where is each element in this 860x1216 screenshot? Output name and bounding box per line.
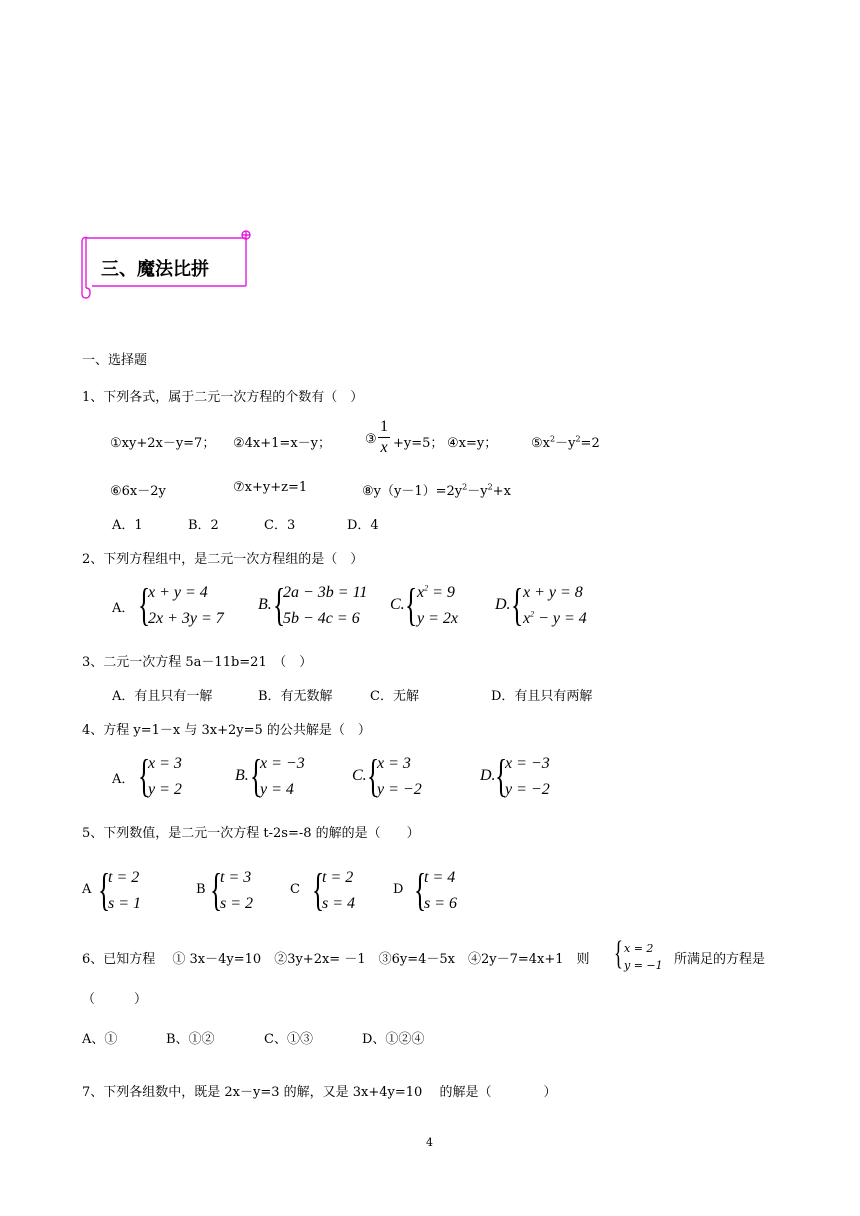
question-2-stem: 2、下列方程组中，是二元一次方程组的是（ ）: [82, 552, 364, 567]
frac-numerator: 1: [380, 418, 388, 435]
q4-label-d: D.: [480, 767, 496, 784]
question-7-stem: 7、下列各组数中，既是 2x－y=3 的解，又是 3x+4y=10 的解是（ ）: [82, 1085, 557, 1100]
q1-item-8: $⑧y(y-1)=2y^2-y^2+x$: [362, 482, 511, 499]
q2-label-b: B.: [258, 596, 272, 613]
q1-option-b: B．2: [188, 518, 219, 533]
q1-item-2: ②4x+1=x－y；: [233, 436, 331, 451]
q6-option-b: B、①②: [166, 1032, 215, 1047]
q5-label-a: A: [82, 882, 92, 897]
q5-label-b: B: [196, 882, 206, 897]
q1-option-a: A．1: [112, 518, 143, 533]
q1-item-4: ④x=y；: [447, 436, 498, 451]
q6-option-c: C、①③: [264, 1032, 313, 1047]
q1-item-7: ⑦x+y+z=1: [233, 480, 308, 495]
q6-option-d: D、①②④: [362, 1032, 425, 1047]
q1-item-6: ⑥6x－2y: [110, 484, 166, 499]
q1-item-5: $⑤x^2-y^2=2$: [531, 434, 600, 451]
page-number: 4: [426, 1136, 433, 1149]
frac-denominator: x: [380, 439, 388, 456]
question-5-stem: 5、下列数值，是二元一次方程 t-2s=-8 的解的是（ ）: [82, 826, 420, 841]
q3-option-b: B．有无数解: [258, 689, 333, 704]
q1-item-3-prefix: ③: [365, 432, 377, 447]
q1-fraction: [378, 418, 390, 457]
question-6-stem: 6、已知方程 ① 3x－4y=10 ②3y+2x= －1 ③6y=4－5x ④2y－7=4x+1 则: [82, 952, 590, 967]
q6-tail: 所满足的方程是: [674, 952, 766, 967]
q4-label-b: B.: [235, 767, 249, 784]
question-1-stem: 1、下列各式，属于二元一次方程的个数有（ ）: [82, 390, 364, 405]
banner-title: 三、魔法比拼: [101, 259, 209, 280]
q2-label-a: A．: [112, 601, 135, 616]
q1-item-3-suffix: +y=5；: [393, 436, 444, 451]
question-4-stem: 4、方程 y=1－x 与 3x+2y=5 的公共解是（ ）: [82, 723, 371, 738]
q2-label-d: D.: [495, 596, 511, 613]
q6-answer-paren: （ ）: [82, 992, 148, 1007]
q4-label-c: C.: [352, 767, 367, 784]
q1-option-c: C．3: [264, 518, 296, 533]
q5-label-d: D: [393, 882, 404, 897]
q4-label-a: A．: [112, 772, 135, 787]
section-heading: 一、选择题: [82, 353, 148, 368]
q3-option-d: D．有且只有两解: [491, 689, 593, 704]
question-3-stem: 3、二元一次方程 5a－11b=21 （ ）: [82, 655, 313, 670]
q6-option-a: A、①: [82, 1032, 118, 1047]
q1-option-d: D．4: [347, 518, 379, 533]
frac-bar: [378, 437, 390, 438]
q5-label-c: C: [290, 882, 300, 897]
q3-option-a: A．有且只有一解: [112, 689, 213, 704]
q2-label-c: C.: [390, 596, 405, 613]
q3-option-c: C．无解: [370, 689, 419, 704]
q1-item-1: ①xy+2x－y=7；: [110, 436, 216, 451]
